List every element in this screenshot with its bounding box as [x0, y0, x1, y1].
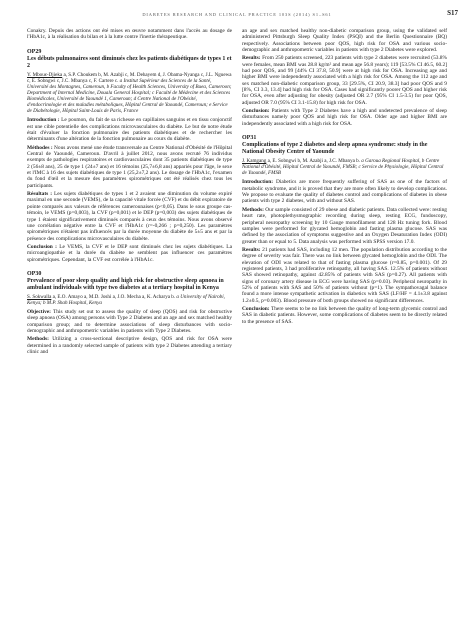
section-label: Méthodes :	[27, 144, 53, 151]
introduction-paragraph: Introduction: Diabetics are more frequently suffering of SAS as one of the factors of metabolic syndrome, and it is proved that they are more often likely to develop complications. We propose to evaluate the quality of diabetes control and complications of diabetes in obese patients with type 2 diabetes, with and without SAS.	[242, 179, 447, 205]
objective-paragraph: Objective: This study set out to assess the quality of sleep (QOS) and risk for obstructive sleep apnoea (OSA) among persons with Type 2 Diabetes and an age and sex matched healthy comparison group; and to determine associations of sleep disturbances with socio-demographic and anthropometric variables in patients with Type 2 Diabetes.	[27, 309, 232, 335]
author-list	[242, 158, 447, 176]
co-authors: a, E.O. Amayo a, M.D. Joshi a, J.O. Mecha a, K. Acharya b.	[51, 293, 176, 300]
presenting-author: S. Sokwalla	[27, 293, 52, 300]
abstract-title: Prevalence of poor sleep quality and high risk for obstructive sleep apnoea in ambulant individuals with type two diabetes at a tertiary hospital in Kenya	[27, 277, 224, 291]
right-column	[242, 28, 447, 327]
section-label: Objective:	[27, 309, 51, 316]
section-label: Results:	[242, 55, 261, 62]
affiliations: a Institut Supérieur des Sciences de la Santé, Université des Montagnes, Cameroun, b Faculty of Health Sciences, University of Buea, Cameroon; Department of Internal Medicine, Douala General Hospital; c Faculté de Médecine et des Sciences Biomédicales, Université de Yaoundé 1, Cameroun; d Centre National de l'Obésité, d'endocrinologie et des maladies métaboliques, Hôpital Central de Yaoundé, Cameroun; e Service de Diabétologie, Hôpital Saint-Louis de Paris, France	[27, 77, 232, 115]
section-label: Conclusion :	[27, 243, 57, 250]
abstract-title: Complications of type 2 diabetes and sleep apnea syndrome: study in the National Obesity Centre of Yaounde	[242, 142, 428, 156]
conclusion-paragraph: Conclusion : Le VEMS, la CVF et le DEP sont diminués chez les sujets diabétiques. La microangiopathie et la durée du diabète ne semblent pas influencer ces paramètres spirométriques. Cependant, la CVF est corrélée à l'HbA1c.	[27, 243, 232, 263]
results-paragraph: Results: 21 patients had SAS, including 12 men. The population distribution according to the degree of severity was fair. There was no link between glycated hemoglobin and the ODI. The elevation of ODI was related to that of fasting plasma glucose (r=0.85, p=0.001). Of 29 registered patients, 3 had proliferative retinopathy, all having SAS. 12.5% of patients without SAS showed retinopathy, against 42.85% of patients with SAS (p=0.27). All patients with signs of coronary artery disease in ECG were having SAS (p=0.03). Peripheral neuropathy in 52% of patients with SAS and 50% of patients without (p=1). The sympathovagal balance found a more intense sympathetic activation in diabetics with SAS (LF/HF = 4.1±3.8 against 1.2±0.5, p=0.003). Blood pressure of both groups showed no significant differences.	[242, 246, 447, 304]
abstract-op29	[27, 49, 232, 263]
section-label: Methods:	[242, 206, 264, 213]
methods-paragraph: Methods: Our sample consisted of 29 obese and diabetic patients. Data collected were: resting heart rate, photoplethysmographic recording during sleep, resting ECG, fundoscopy, peripheral neuropathy screening by 10 Gauge monofilament and 128 Hz tuning fork. Blood samples were performed for glycated hemoglobin and fasting plasma glucose. SAS was defined by the association of symptoms suggestive and an Oxygen Desaturation Index (ODI) greater than or equal to 5. Data analysis was performed with SPSS version 17.0.	[242, 206, 447, 245]
abstract-code: OP31	[242, 135, 257, 142]
methods-paragraph: Methods: Utilizing a cross-sectional descriptive design, QOS and risk for OSA were determined in a randomly selected sample of patients with type 2 Diabetes attending a tertiary clinic and	[27, 336, 232, 356]
introduction-paragraph: Introduction : Le poumon, du fait de sa richesse en capillaires sanguins et en tissu conjonctif est une cible potentielle des complications microvasculaires du diabète. Le but de notre étude était d'évaluer la fonction pulmonaire des patients diabétiques et de rechercher les déterminants d'une altération de la fonction pulmonaire au cours du diabète.	[27, 117, 232, 143]
affiliations: a Garoua Regional Hospital, b Centre National d'Obésité, Hôpital Central de Yaoundé, FMSB; c Service de Physiologie, Hôpital Central de Yaoundé, FMSB	[242, 158, 444, 177]
section-label: Conclusion:	[242, 305, 270, 312]
conclusion-paragraph: Conclusion: There seems to be no link between the quality of long-term glycemic control and SAS in diabetic patients. However, some complications of diabetes seem to be directly related to the presence of SAS.	[242, 305, 447, 325]
results-paragraph: Results: From 250 patients screened, 223 patients with type 2 diabetes were recruited (53.8% were females, mean BMI was 28.8 kg/m² and mean age 56.8 years); 119 [53.5% CI 46.5, 60.2] had poor QOS, and 99 [44% CI 37.8, 50.9] were at high risk for OSA. Increasing age and higher BMI were independently associated with a high risk for OSA. Among the 112 age and sex matched non-diabetic comparison group, 33 [29.5%, CI 20.9, 38.3] had poor QOS and 9 [8%, CI 3.3, 13.4] had high risk for OSA. Cases had significantly poorer QOS and higher risk for OSA, even after adjusting for obesity (adjusted OR 2.7 (95% CI 1.5-3.5) for poor QOS, adjusted OR 7.0 (95% CI 3.1-15.8) for high risk for OSA.	[242, 55, 447, 106]
affiliations: a University of Nairobi, Kenya; b M.P. Shah Hospital, Kenya	[27, 293, 225, 306]
abstract-code: OP29	[27, 48, 42, 55]
abstract-op30	[27, 271, 232, 356]
section-label: Results:	[242, 246, 261, 253]
author-list	[27, 72, 232, 115]
presenting-author: J. Kamgang	[242, 158, 267, 165]
section-label: Methods:	[27, 336, 49, 343]
continuation-text: Conakry. Depuis des actions ont été mises en œuvre notamment dans l'accès au dosage de l'HbA1c, à la réalisation du bilan et à la lutte contre l'inertie thérapeutique.	[27, 28, 232, 41]
section-label: Conclusion:	[242, 108, 270, 115]
presenting-author: Y. Mbouє-Djieka	[27, 71, 63, 78]
co-authors: a, S.P. Choukem b, M. Azabji c, M. Dehayem d, J. Obama-Nyanga c, J.L. Nguewa c, E. Sobngwi c, J.C. Mbanya c, F. Cartere c.	[27, 71, 232, 84]
journal-title: DIABETES RESEARCH AND CLINICAL PRACTICE 103S (2014) S1–S61	[142, 12, 332, 17]
abstract-code: OP30	[27, 270, 42, 277]
co-authors: a, E. Sobngwi b, M. Azabji a, J.C. Mbanya b.	[266, 158, 361, 165]
continuation-text: an age and sex matched healthy non-diabetic comparison group, using the validated self administered Pittsburgh Sleep Quality Index (PSQI) and the Berlin Questionnaire (BQ) respectively. Associations between poor QOS, high risk for OSA and various socio-demographic and anthropometric variables in patients with type 2 Diabetes were explored.	[242, 28, 447, 54]
methods-paragraph: Méthodes : Nous avons mené une étude transversale au Centre National d'Obésité de l'Hôpital Central de Yaoundé, Cameroun. D'avril à juillet 2012, nous avons recruté 76 individus exempts de pathologies respiratoires et cardiovasculaires dont 35 patients diabétiques de type 2 (56±8 ans), 25 de type 1 (24±7 ans) et 16 témoins (25,7±6,8 ans) appariés pour l'âge, le sexe et l'IMC à 16 des sujets diabétiques de type 1 (25,2±7,2 ans). Le dosage de l'HbA1c, l'examen du fond d'œil et la mesure des paramètres spirométriques ont été réalisés chez tous les participants.	[27, 144, 232, 189]
running-header	[0, 6, 474, 22]
abstract-op31	[242, 135, 447, 325]
conclusion-paragraph: Conclusion: Patients with Type 2 Diabetes have a high and undetected prevalence of sleep disturbances namely poor QOS and high risk for OSA. Older age and higher BMI are independently associated with a high risk for OSA.	[242, 108, 447, 127]
section-label: Résultats :	[27, 191, 53, 198]
section-label: Introduction:	[242, 179, 274, 186]
left-column	[27, 28, 232, 358]
section-label: Introduction :	[27, 117, 60, 124]
page-number: S17	[447, 9, 458, 17]
results-paragraph: Résultats : Les sujets diabétiques de types 1 et 2 avaient une diminution du volume expiré maximal en une seconde (VEMS), de la capacité vitale forcée (CVF) et du débit expiratoire de pointe comparés aux valeurs de références camerounaises (p<0,05). Dans le sous groupe cas-témoin, le VEMS (p=0,003), la CVF (p=0,001) et le DEP (p=0,003) des sujets diabétiques de type 1 étaient significativement diminués comparés à ceux des témoins. Nous avons observé une corrélation négative entre la CVF et l'HbA1c (r=-0,266 ; p=0,250). Les paramètres spirométriques n'étaient pas influencés par la durée moyenne du diabète de 5±5 ans et par la présence des complications microvasculaires du diabète.	[27, 191, 233, 242]
author-list	[27, 294, 232, 306]
abstract-title: Les débuts pulmonaires sont diminués chez les patients diabétiques de types 1 et 2	[27, 55, 232, 69]
